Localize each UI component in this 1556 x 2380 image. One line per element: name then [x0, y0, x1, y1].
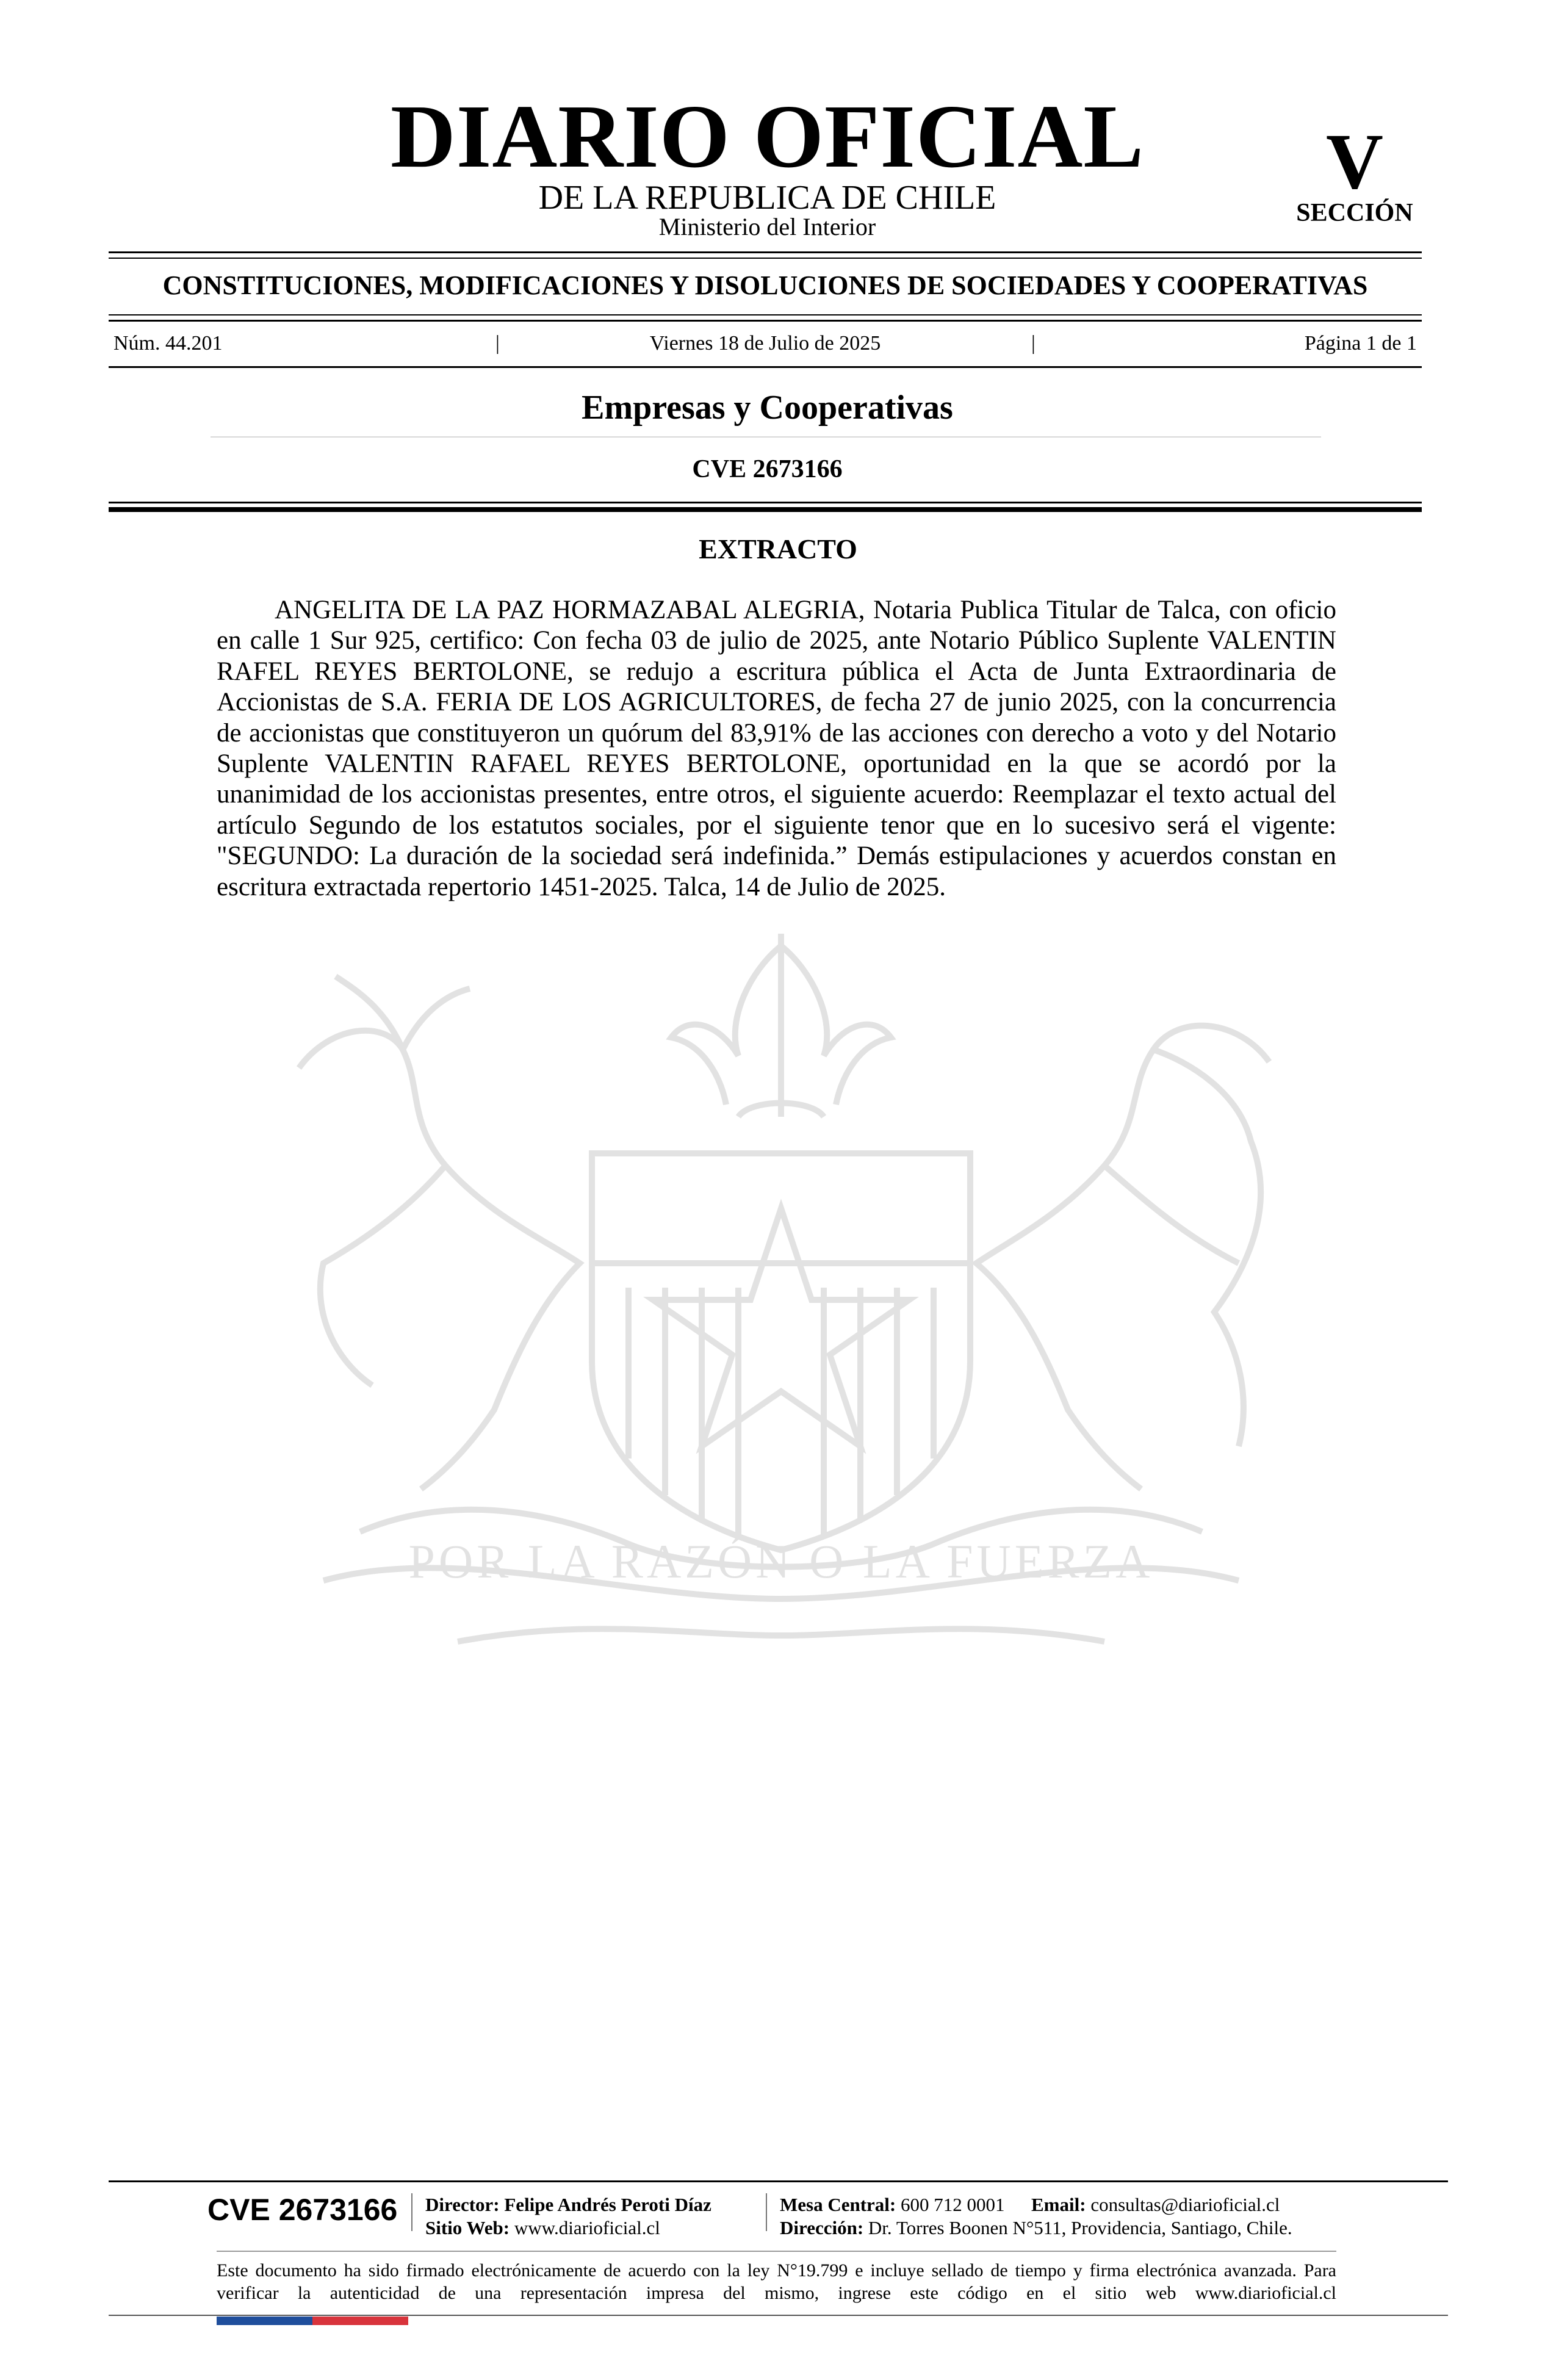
motto-text: POR LA RAZÓN O LA FUERZA: [408, 1535, 1154, 1588]
cve-heading: CVE 2673166: [692, 455, 843, 483]
issue-separator: |: [495, 332, 500, 355]
address-value: Dr. Torres Boonen N°511, Providencia, Santiago, Chile.: [868, 2217, 1292, 2238]
footer-website: [425, 2216, 660, 2240]
section-letter: V: [1326, 118, 1383, 206]
document-title: EXTRACTO: [699, 533, 857, 564]
flag-stripe-blue: [217, 2317, 312, 2325]
header-rule-thick: [109, 507, 1422, 512]
email-value[interactable]: consultas@diarioficial.cl: [1090, 2194, 1280, 2215]
director-name: Felipe Andrés Peroti Díaz: [504, 2194, 711, 2215]
ministry-label: Ministerio del Interior: [658, 213, 876, 240]
category-heading: CONSTITUCIONES, MODIFICACIONES Y DISOLUCIONES DE SOCIEDADES Y COOPERATIVAS: [162, 270, 1368, 300]
footer-contact: [780, 2193, 1280, 2216]
issue-number: Núm. 44.201: [113, 332, 223, 355]
mesa-value: 600 712 0001: [901, 2194, 1005, 2215]
website-label: Sitio Web:: [425, 2217, 510, 2238]
director-label: Director:: [425, 2194, 500, 2215]
footer-divider: [411, 2193, 412, 2231]
issue-rule: [109, 366, 1422, 368]
footer-cve-code: CVE 2673166: [207, 2193, 398, 2227]
section-label: SECCIÓN: [1296, 199, 1413, 227]
email-label: Email:: [1031, 2194, 1086, 2215]
extract-body: ANGELITA DE LA PAZ HORMAZABAL ALEGRIA, Notaria Publica Titular de Talca, con oficio en calle 1 Sur 925, certifico: Con fecha 03 de julio de 2025, ante Notario Público Suplente VALENTIN RAFEL REYES BERTOLONE, se redujo a escritura pública el Acta de Junta Extraordinaria de Accionistas de S.A. FERIA DE LOS AGRICULTORES, de fecha 27 de junio 2025, con la concurrencia de accionistas que constituyeron un quórum del 83,91% de las acciones con derecho a voto y del Notario Suplente VALENTIN RAFAEL REYES BERTOLONE, oportunidad en la que se acordó por la unanimidad de los accionistas presentes, entre otros, el siguiente acuerdo: Reemplazar el texto actual del artículo Segundo de los estatutos sociales, por el siguiente tenor que en lo sucesivo será el vigente: "SEGUNDO: La duración de la sociedad será indefinida.” Demás estipulaciones y acuerdos constan en escritura extractada repertorio 1451-2025. Talca, 14 de Julio de 2025.: [217, 596, 1336, 901]
footer-separator: [217, 2251, 1336, 2252]
section-divider: [211, 436, 1321, 438]
page-indicator: Página 1 de 1: [1304, 332, 1417, 355]
footer-director: [425, 2193, 711, 2216]
newspaper-subtitle: DE LA REPUBLICA DE CHILE: [538, 179, 996, 217]
section-heading: Empresas y Cooperativas: [582, 389, 953, 427]
footer-address: [780, 2216, 1292, 2240]
footer-bottom-rule: [109, 2315, 1448, 2316]
coat-of-arms-icon: [201, 921, 1361, 1697]
website-value[interactable]: www.diarioficial.cl: [514, 2217, 660, 2238]
footer-divider: [766, 2193, 767, 2231]
masthead-rule-thin: [109, 258, 1422, 259]
header-rule: [109, 502, 1422, 503]
mesa-label: Mesa Central:: [780, 2194, 896, 2215]
issue-date: Viernes 18 de Julio de 2025: [649, 332, 881, 355]
address-label: Dirección:: [780, 2217, 864, 2238]
masthead-rule: [109, 251, 1422, 253]
issue-separator: |: [1031, 332, 1036, 355]
category-rule: [109, 314, 1422, 316]
footer-rule: [109, 2180, 1448, 2182]
category-rule-thick: [109, 320, 1422, 322]
signature-notice: Este documento ha sido firmado electrónicamente de acuerdo con la ley N°19.799 e incluye sellado de tiempo y firma electrónica avanzada. Para verificar la autenticidad de una representación impresa del mismo, ingrese este código en el sitio web www.diarioficial.cl: [217, 2260, 1336, 2303]
newspaper-title: DIARIO OFICIAL: [390, 87, 1145, 187]
flag-stripe-red: [312, 2317, 408, 2325]
